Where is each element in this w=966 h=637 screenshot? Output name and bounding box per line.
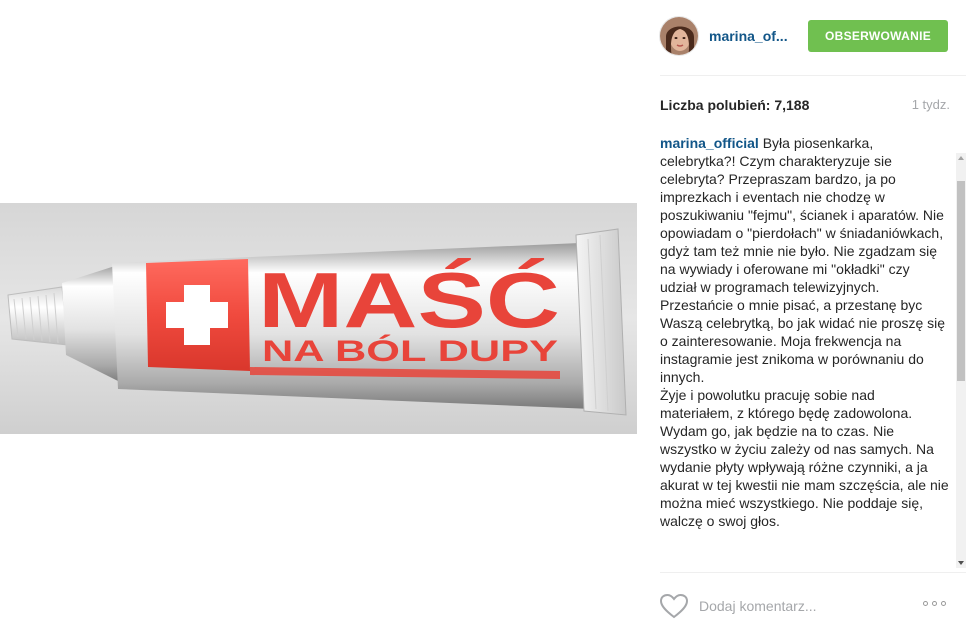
- more-dot: [932, 601, 937, 606]
- more-dot: [941, 601, 946, 606]
- post-caption: [660, 134, 950, 567]
- comments-scrollbar[interactable]: [956, 153, 966, 568]
- scroll-up-arrow-icon[interactable]: [956, 153, 966, 163]
- more-dot: [923, 601, 928, 606]
- tube-label-sub: NA BÓL DUPY: [262, 335, 468, 368]
- caption-author-link[interactable]: marina_official: [660, 135, 759, 151]
- tube-label-main: MAŚĆ: [258, 256, 560, 344]
- scrollbar-thumb[interactable]: [957, 181, 965, 381]
- likes-row: [660, 97, 950, 117]
- scroll-down-arrow-icon[interactable]: [956, 558, 966, 568]
- caption-text: Była piosenkarka, celebrytka?! Czym charakteryzuje sie celebryta? Przepraszam bardzo, ja po imprezkach i eventach nie chodzę w poszukiwaniu "fejmu", ścianek i aparatów. Nie opowiadam o "pierdołach" w śniadaniówkach, gdyż tam też mnie nie było. Nie zgadzam się na wywiady i oferowane mi "okładki" czy udział w programach telewizyjnych.: [660, 135, 944, 295]
- caption-paragraph: [660, 134, 950, 296]
- caption-paragraph: Przestańcie o mnie pisać, a przestanę byc Waszą celebrytką, bo jak widać nie proszę się o zainteresowanie. Moja frekwencja na instagramie jest znikoma w porównaniu do innych.: [660, 297, 946, 385]
- more-options-icon[interactable]: [923, 598, 949, 610]
- post-sidebar: [637, 0, 966, 637]
- avatar[interactable]: [659, 16, 699, 56]
- following-button[interactable]: OBSERWOWANIE: [808, 20, 948, 52]
- post-image: [0, 203, 637, 434]
- likes-count[interactable]: Liczba polubień: 7,188: [660, 97, 810, 113]
- caption-paragraph: Żyje i powolutku pracuję sobie nad materiałem, z którego będę zadowolona. Wydam go, jak będzie na to czas. Nie wszystko w życiu zależy od nas samych. Na wydanie płyty wpływają różne czynniki, a ja akurat w tej kwestii nie mam szczęścia, ale nie można mieć wszystkiego. Nie poddaje się, walczę o swoj głos.: [660, 387, 949, 529]
- post-header: [637, 0, 966, 76]
- post-time[interactable]: 1 tydz.: [911, 97, 950, 112]
- heart-outline-icon[interactable]: [659, 593, 689, 619]
- username-link[interactable]: marina_of...: [709, 28, 788, 44]
- footer-divider: [660, 572, 966, 573]
- header-divider: [660, 75, 966, 76]
- comment-input[interactable]: [699, 596, 899, 616]
